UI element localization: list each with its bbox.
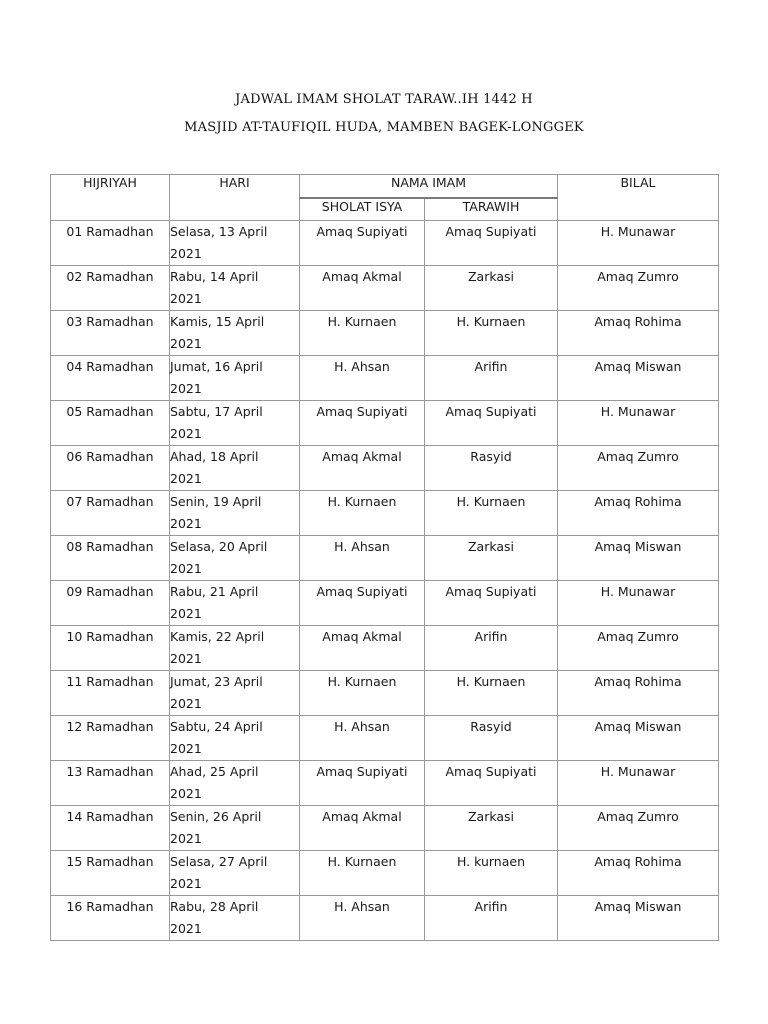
tarawih-cell: Arifin	[425, 626, 558, 671]
hijriyah-cell: 05 Ramadhan	[51, 401, 170, 446]
hari-year: 2021	[170, 921, 202, 936]
hari-date: Kamis, 22 April	[170, 629, 265, 644]
table-row	[51, 761, 719, 806]
table-row	[51, 716, 719, 761]
table-row	[51, 896, 719, 941]
hari-date: Ahad, 25 April	[170, 764, 259, 779]
table-row	[51, 221, 719, 266]
hijriyah-cell: 10 Ramadhan	[51, 626, 170, 671]
tarawih-cell: Amaq Supiyati	[425, 581, 558, 626]
tarawih-cell: H. Kurnaen	[425, 671, 558, 716]
hari-date: Senin, 26 April	[170, 809, 262, 824]
bilal-cell: Amaq Miswan	[558, 356, 719, 401]
column-header-nama-imam: NAMA IMAM	[300, 175, 558, 199]
hari-year: 2021	[170, 786, 202, 801]
table-row	[51, 851, 719, 896]
hari-cell	[170, 581, 300, 626]
hijriyah-cell: 07 Ramadhan	[51, 491, 170, 536]
bilal-cell: Amaq Zumro	[558, 266, 719, 311]
hari-year: 2021	[170, 336, 202, 351]
hari-date: Selasa, 13 April	[170, 224, 268, 239]
bilal-cell: H. Munawar	[558, 761, 719, 806]
hari-year: 2021	[170, 876, 202, 891]
tarawih-cell: Arifin	[425, 896, 558, 941]
hari-year: 2021	[170, 471, 202, 486]
hijriyah-cell: 16 Ramadhan	[51, 896, 170, 941]
sholat-isya-cell: Amaq Supiyati	[300, 221, 425, 266]
hari-cell	[170, 716, 300, 761]
hijriyah-cell: 13 Ramadhan	[51, 761, 170, 806]
hari-date: Ahad, 18 April	[170, 449, 259, 464]
tarawih-cell: Amaq Supiyati	[425, 761, 558, 806]
tarawih-cell: Zarkasi	[425, 536, 558, 581]
hari-year: 2021	[170, 561, 202, 576]
tarawih-cell: Zarkasi	[425, 266, 558, 311]
hari-year: 2021	[170, 246, 202, 261]
hari-cell	[170, 311, 300, 356]
table-row	[51, 671, 719, 716]
tarawih-cell: Amaq Supiyati	[425, 401, 558, 446]
tarawih-cell: H. kurnaen	[425, 851, 558, 896]
tarawih-cell: H. Kurnaen	[425, 491, 558, 536]
header-row	[51, 175, 719, 199]
hari-year: 2021	[170, 741, 202, 756]
column-header-hari: HARI	[170, 175, 300, 221]
hijriyah-cell: 09 Ramadhan	[51, 581, 170, 626]
bilal-cell: Amaq Zumro	[558, 626, 719, 671]
document-subtitle: MASJID AT-TAUFIQIL HUDA, MAMBEN BAGEK-LONGGEK	[184, 120, 584, 135]
hijriyah-cell: 06 Ramadhan	[51, 446, 170, 491]
bilal-cell: H. Munawar	[558, 401, 719, 446]
hari-cell	[170, 401, 300, 446]
column-header-hijriyah: HIJRIYAH	[51, 175, 170, 221]
table-row	[51, 311, 719, 356]
sholat-isya-cell: H. Ahsan	[300, 536, 425, 581]
table-row	[51, 581, 719, 626]
bilal-cell: Amaq Rohima	[558, 311, 719, 356]
hari-date: Selasa, 20 April	[170, 539, 268, 554]
bilal-cell: Amaq Rohima	[558, 671, 719, 716]
hari-cell	[170, 671, 300, 716]
table-row	[51, 626, 719, 671]
hari-cell	[170, 221, 300, 266]
bilal-cell: Amaq Rohima	[558, 851, 719, 896]
hijriyah-cell: 14 Ramadhan	[51, 806, 170, 851]
hari-cell	[170, 626, 300, 671]
hari-date: Rabu, 14 April	[170, 269, 259, 284]
hari-year: 2021	[170, 381, 202, 396]
sholat-isya-cell: H. Kurnaen	[300, 851, 425, 896]
tarawih-cell: Zarkasi	[425, 806, 558, 851]
sholat-isya-cell: Amaq Supiyati	[300, 581, 425, 626]
sholat-isya-cell: Amaq Akmal	[300, 806, 425, 851]
hari-year: 2021	[170, 696, 202, 711]
hari-date: Rabu, 28 April	[170, 899, 259, 914]
hari-year: 2021	[170, 606, 202, 621]
table-row	[51, 806, 719, 851]
bilal-cell: Amaq Zumro	[558, 806, 719, 851]
tarawih-cell: Arifin	[425, 356, 558, 401]
sholat-isya-cell: H. Kurnaen	[300, 671, 425, 716]
hari-year: 2021	[170, 831, 202, 846]
table-row	[51, 491, 719, 536]
hari-cell	[170, 356, 300, 401]
hijriyah-cell: 02 Ramadhan	[51, 266, 170, 311]
bilal-cell: Amaq Miswan	[558, 536, 719, 581]
hari-cell	[170, 266, 300, 311]
hijriyah-cell: 03 Ramadhan	[51, 311, 170, 356]
hijriyah-cell: 11 Ramadhan	[51, 671, 170, 716]
hijriyah-cell: 04 Ramadhan	[51, 356, 170, 401]
hari-date: Jumat, 23 April	[170, 674, 263, 689]
tarawih-cell: Rasyid	[425, 446, 558, 491]
hari-date: Rabu, 21 April	[170, 584, 259, 599]
column-header-bilal: BILAL	[558, 175, 719, 221]
sholat-isya-cell: Amaq Supiyati	[300, 401, 425, 446]
bilal-cell: Amaq Miswan	[558, 716, 719, 761]
table-row	[51, 356, 719, 401]
bilal-cell: H. Munawar	[558, 221, 719, 266]
hari-cell	[170, 491, 300, 536]
bilal-cell: Amaq Miswan	[558, 896, 719, 941]
hari-cell	[170, 536, 300, 581]
bilal-cell: H. Munawar	[558, 581, 719, 626]
hari-date: Jumat, 16 April	[170, 359, 263, 374]
bilal-cell: Amaq Rohima	[558, 491, 719, 536]
tarawih-cell: Amaq Supiyati	[425, 221, 558, 266]
tarawih-cell: Rasyid	[425, 716, 558, 761]
hari-year: 2021	[170, 516, 202, 531]
sholat-isya-cell: Amaq Akmal	[300, 446, 425, 491]
table-row	[51, 446, 719, 491]
document-title: JADWAL IMAM SHOLAT TARAW..IH 1442 H	[235, 92, 533, 107]
hijriyah-cell: 15 Ramadhan	[51, 851, 170, 896]
sholat-isya-cell: H. Ahsan	[300, 716, 425, 761]
hari-date: Senin, 19 April	[170, 494, 262, 509]
table-row	[51, 401, 719, 446]
hari-date: Kamis, 15 April	[170, 314, 265, 329]
hari-cell	[170, 896, 300, 941]
sholat-isya-cell: Amaq Akmal	[300, 626, 425, 671]
sholat-isya-cell: Amaq Akmal	[300, 266, 425, 311]
sholat-isya-cell: H. Kurnaen	[300, 491, 425, 536]
hari-year: 2021	[170, 651, 202, 666]
table-row	[51, 536, 719, 581]
hijriyah-cell: 08 Ramadhan	[51, 536, 170, 581]
sholat-isya-cell: Amaq Supiyati	[300, 761, 425, 806]
hari-year: 2021	[170, 426, 202, 441]
column-header-tarawih: TARAWIH	[425, 198, 558, 221]
bilal-cell: Amaq Zumro	[558, 446, 719, 491]
sholat-isya-cell: H. Ahsan	[300, 356, 425, 401]
imam-schedule-table	[50, 174, 719, 941]
hari-cell	[170, 851, 300, 896]
hijriyah-cell: 12 Ramadhan	[51, 716, 170, 761]
hari-year: 2021	[170, 291, 202, 306]
sholat-isya-cell: H. Kurnaen	[300, 311, 425, 356]
tarawih-cell: H. Kurnaen	[425, 311, 558, 356]
column-header-sholat-isya: SHOLAT ISYA	[300, 198, 425, 221]
table-body	[51, 221, 719, 941]
hari-cell	[170, 761, 300, 806]
hijriyah-cell: 01 Ramadhan	[51, 221, 170, 266]
hari-date: Selasa, 27 April	[170, 854, 268, 869]
hari-date: Sabtu, 17 April	[170, 404, 263, 419]
hari-cell	[170, 446, 300, 491]
hari-date: Sabtu, 24 April	[170, 719, 263, 734]
sholat-isya-cell: H. Ahsan	[300, 896, 425, 941]
table-row	[51, 266, 719, 311]
hari-cell	[170, 806, 300, 851]
